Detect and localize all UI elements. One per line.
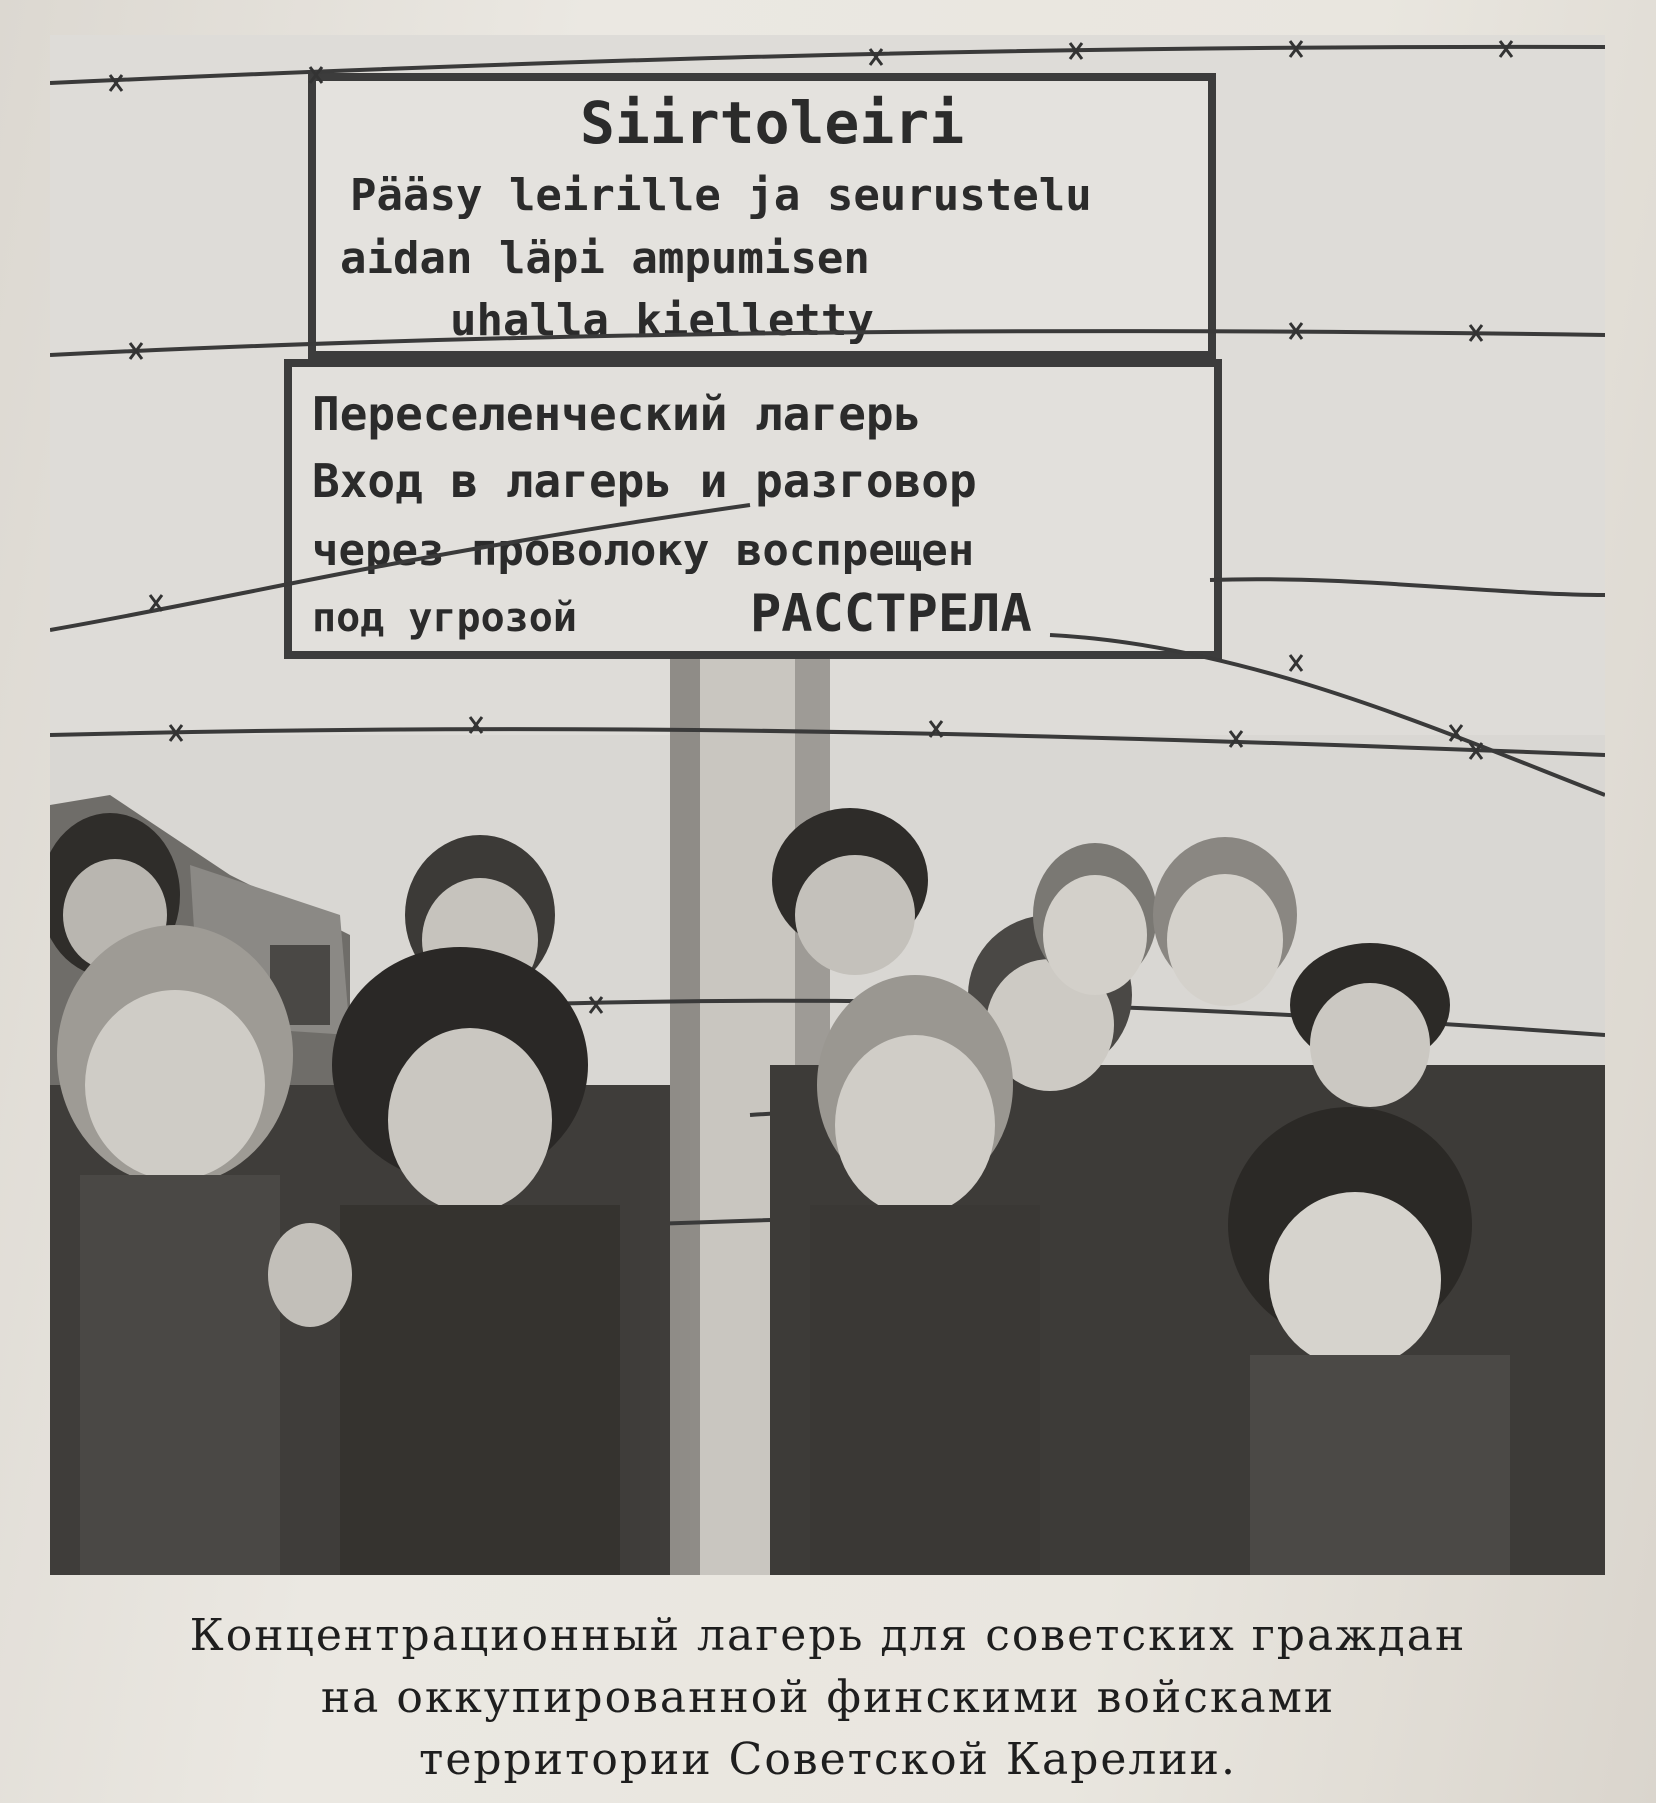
photo-caption bbox=[0, 1605, 1656, 1791]
caption-line-3: территории Советской Карелии. bbox=[418, 1734, 1237, 1785]
camp-photograph bbox=[50, 35, 1605, 1575]
caption-line-2: на оккупированной финскими войсками bbox=[320, 1672, 1336, 1723]
sign-finnish-line-4: uhalla kielletty bbox=[450, 295, 874, 346]
sign-russian-line-4: под угрозой bbox=[312, 595, 577, 641]
sign-finnish-line-3: aidan läpi ampumisen bbox=[340, 233, 870, 284]
sign-finnish bbox=[312, 77, 1212, 355]
caption-line-1: Концентрационный лагерь для советских граждан bbox=[189, 1610, 1467, 1661]
sign-russian-line-3: через проволоку воспрещен bbox=[312, 525, 975, 576]
child-figure bbox=[810, 975, 1040, 1575]
sign-russian-line-1: Переселенческий лагерь bbox=[312, 387, 922, 441]
sign-finnish-line-1: Siirtoleiri bbox=[580, 89, 965, 157]
sign-russian-line-5: РАССТРЕЛА bbox=[750, 584, 1032, 644]
sign-russian bbox=[288, 363, 1218, 655]
sign-russian-line-2: Вход в лагерь и разговор bbox=[312, 454, 977, 508]
child-figure bbox=[57, 925, 293, 1575]
sign-finnish-line-2: Pääsy leirille ja seurustelu bbox=[350, 170, 1092, 221]
